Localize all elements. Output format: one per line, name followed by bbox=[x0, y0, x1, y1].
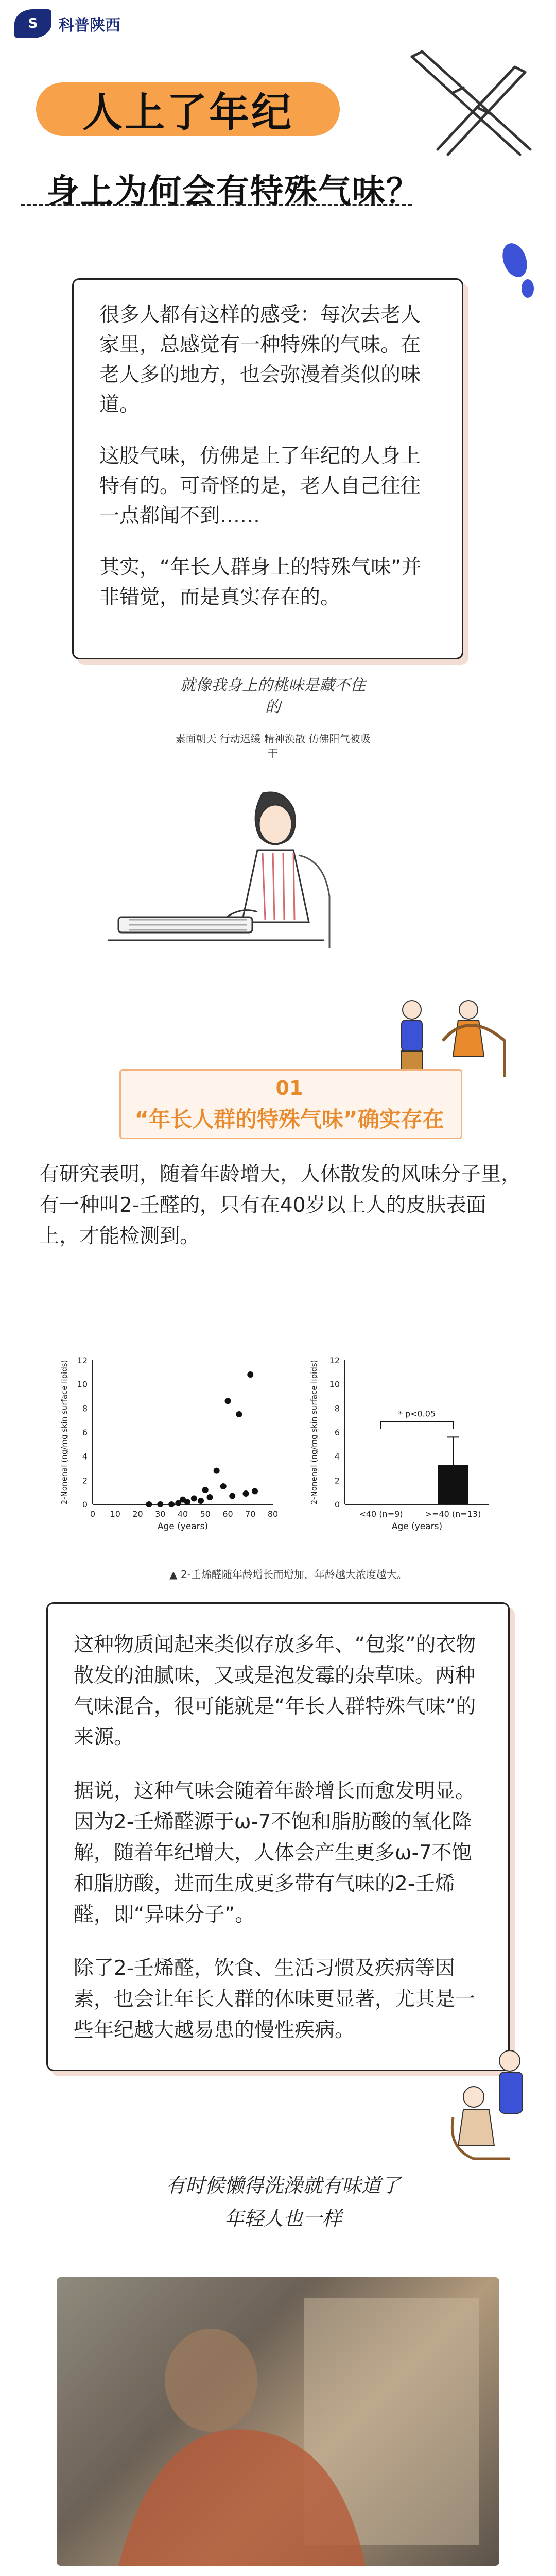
scatter-point bbox=[247, 1371, 253, 1378]
scatter-point bbox=[243, 1490, 249, 1497]
scatter-point bbox=[236, 1411, 242, 1417]
intro-paragraph-3: 其实，“年长人群身上的特殊气味”并非错觉，而是真实存在的。 bbox=[99, 556, 422, 609]
x-tick-label: 0 bbox=[90, 1509, 96, 1519]
handwritten-note-2 bbox=[139, 2169, 427, 2235]
elderly-woman-photo bbox=[57, 2277, 499, 2566]
scatter-point bbox=[168, 1501, 175, 1507]
y-tick-label: 6 bbox=[82, 1428, 88, 1437]
page-title-pill bbox=[36, 82, 340, 136]
brand-name: 科普陕西 bbox=[59, 16, 120, 35]
illustration-caption: 素面朝天 行动迟缓 精神涣散 仿佛阳气被吸干 bbox=[175, 733, 371, 759]
nonenal-charts bbox=[57, 1319, 510, 1556]
page-subtitle: 身上为何会有特殊气味？ bbox=[46, 173, 420, 211]
bar bbox=[438, 1465, 468, 1504]
x-axis-label: Age (years) bbox=[157, 1521, 208, 1532]
x-tick-label: 80 bbox=[267, 1509, 279, 1519]
x-tick-label: 10 bbox=[110, 1509, 120, 1519]
woman-at-computer-illustration bbox=[108, 762, 376, 979]
scatter-point bbox=[214, 1468, 220, 1474]
bar-chart bbox=[309, 1355, 489, 1532]
scatter-point bbox=[252, 1488, 258, 1494]
explanation-card bbox=[46, 1602, 510, 2071]
section-title: “年长人群的特殊气味”确实存在 bbox=[134, 1107, 444, 1132]
elderly-couple-illustration bbox=[381, 989, 515, 1082]
y-axis-label: 2-Nonenal (ng/mg skin surface lipids) bbox=[309, 1360, 319, 1505]
brand-mark: S bbox=[14, 9, 51, 38]
research-paragraph: 有研究表明，随着年龄增大，人体散发的风味分子里，有一种叫2-壬醛的，只有在40岁以上人的皮肤表面上，才能检测到。 bbox=[39, 1163, 522, 1248]
y-tick-label: 8 bbox=[82, 1403, 88, 1414]
y-tick-label: 10 bbox=[329, 1379, 340, 1389]
page-title: 人上了年纪 bbox=[82, 90, 293, 136]
intro-card bbox=[72, 278, 463, 659]
x-tick-label: 30 bbox=[155, 1509, 166, 1519]
x-tick-label: 20 bbox=[132, 1509, 143, 1519]
scatter-point bbox=[225, 1398, 231, 1404]
x-axis-label: Age (years) bbox=[391, 1521, 443, 1532]
y-tick-label: 0 bbox=[334, 1500, 340, 1510]
y-tick-label: 12 bbox=[329, 1355, 340, 1365]
y-tick-label: 6 bbox=[334, 1428, 340, 1437]
scatter-point bbox=[157, 1501, 163, 1507]
explanation-paragraph-3: 除了2-壬烯醛，饮食、生活习惯及疾病等因素，也会让年长人群的体味更显著，尤其是一些年纪越大越易患的慢性疾病。 bbox=[74, 1957, 476, 2042]
scatter-point bbox=[198, 1498, 204, 1504]
y-tick-label: 0 bbox=[82, 1500, 88, 1510]
significance-label: * p<0.05 bbox=[398, 1409, 436, 1419]
x-tick-label: 40 bbox=[177, 1509, 188, 1519]
handwritten-note: 就像我身上的桃味是藏不住的 bbox=[180, 676, 366, 716]
scatter-chart bbox=[60, 1355, 278, 1532]
brand-logo bbox=[14, 9, 120, 38]
x-tick-label: <40 (n=9) bbox=[359, 1509, 403, 1519]
x-tick-label: >=40 (n=13) bbox=[425, 1509, 481, 1519]
title-divider bbox=[21, 204, 412, 206]
crutches-illustration bbox=[391, 46, 546, 170]
y-axis-label: 2-Nonenal (ng/mg skin surface lipids) bbox=[60, 1360, 69, 1505]
scatter-point bbox=[184, 1499, 190, 1505]
y-tick-label: 2 bbox=[82, 1476, 88, 1486]
x-tick-label: 70 bbox=[245, 1509, 256, 1519]
chart-caption: ▲ 2-壬烯醛随年龄增长而增加，年龄越大浓度越大。 bbox=[169, 1568, 407, 1581]
y-tick-label: 10 bbox=[77, 1379, 88, 1389]
y-tick-label: 2 bbox=[334, 1476, 340, 1486]
scatter-point bbox=[229, 1493, 235, 1499]
photo-placeholder bbox=[57, 2277, 499, 2566]
decorative-blue-shapes bbox=[484, 242, 546, 304]
x-tick-label: 60 bbox=[222, 1509, 233, 1519]
scatter-point bbox=[202, 1487, 208, 1493]
scatter-point bbox=[220, 1483, 227, 1489]
section-number: 01 bbox=[275, 1077, 303, 1099]
y-tick-label: 4 bbox=[82, 1451, 88, 1462]
handwritten-line-1: 有时候懒得洗澡就有味道了 bbox=[165, 2174, 401, 2197]
explanation-paragraph-1: 这种物质闻起来类似存放多年、“包浆”的衣物散发的油腻味，又或是泡发霉的杂草味。两种气味混合，很可能就是“年长人群特殊气味”的来源。 bbox=[74, 1633, 476, 1749]
x-tick-label: 50 bbox=[200, 1509, 211, 1519]
scatter-point bbox=[146, 1501, 152, 1507]
handwritten-line-2: 年轻人也一样 bbox=[224, 2207, 342, 2230]
significance-bracket bbox=[381, 1421, 453, 1429]
explanation-paragraph-2: 据说，这种气味会随着年龄增长而愈发明显。因为2-壬烯醛源于ω-7不饱和脂肪酸的氧化降解，随着年纪增大，人体会产生更多ω-7不饱和脂肪酸，进而生成更多带有气味的2-壬烯醛，即“异味分子”。 bbox=[74, 1780, 476, 1926]
y-tick-label: 8 bbox=[334, 1403, 340, 1414]
intro-paragraph-1: 很多人都有这样的感受：每次去老人家里，总感觉有一种特殊的气味。在老人多的地方，也会弥漫着类似的味道。 bbox=[99, 303, 421, 416]
scatter-point bbox=[207, 1494, 213, 1500]
y-tick-label: 12 bbox=[77, 1355, 88, 1365]
intro-paragraph-2: 这股气味，仿佛是上了年纪的人身上特有的。可奇怪的是，老人自己往往一点都闻不到…… bbox=[99, 445, 421, 528]
scatter-point bbox=[191, 1495, 197, 1501]
caregiver-illustration bbox=[443, 2040, 546, 2164]
y-tick-label: 4 bbox=[334, 1451, 340, 1462]
